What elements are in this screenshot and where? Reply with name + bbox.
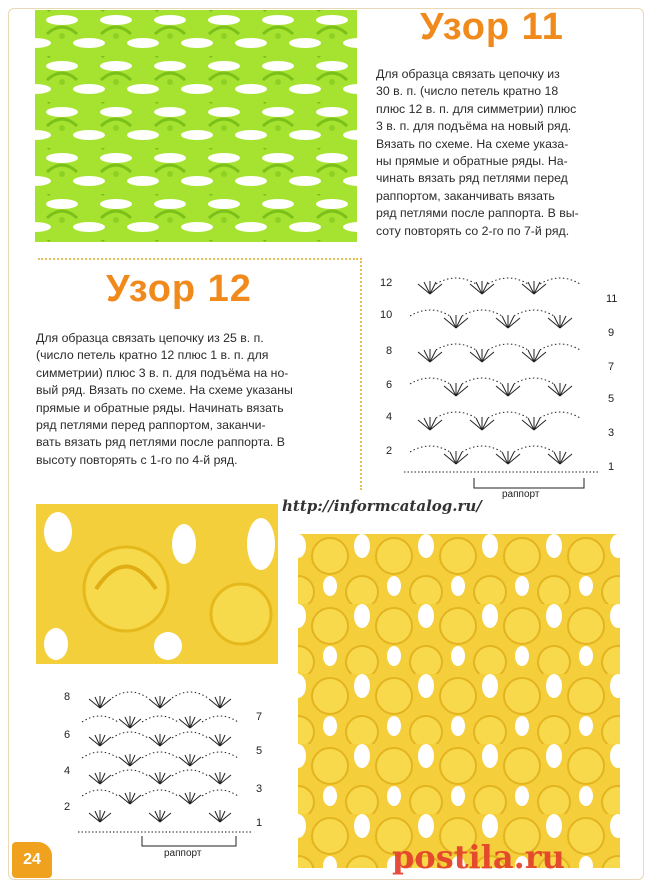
pattern-12-closeup-photo [36,504,278,664]
text-line: вать вязать ряд петлями после раппорта. В [36,435,285,450]
row-number: 8 [386,345,393,357]
text-line: чинать вязать ряд петлями перед [376,171,568,186]
pattern-12-description [36,330,342,469]
text-line: ряд петлями после раппорта. В вы- [376,206,579,221]
text-line: Для образца связать цепочку из 25 в. п. [36,331,264,345]
row-number: 2 [64,801,71,813]
text-line: плюс 12 в. п. для симметрии) плюс [376,101,577,116]
row-number: 8 [64,691,71,703]
row-number: 1 [256,817,263,829]
row-number: 1 [608,461,615,473]
row-number: 7 [608,361,615,373]
pattern-11-symbols [404,278,600,472]
row-number: 3 [608,427,615,439]
rapport-bracket [142,836,236,846]
text-line: симметрии) плюс 3 в. п. для подъёма на но- [36,365,289,380]
row-number: 12 [380,277,393,289]
watermark: postila.ru [392,838,565,876]
section-divider-vertical [360,258,362,490]
pattern-12-chart [60,682,280,862]
row-number: 9 [608,327,615,339]
pattern-12-symbols [78,692,252,832]
rapport-label: раппорт [164,848,202,859]
row-number: 4 [386,411,393,423]
pattern-12-title: Узор 12 [106,268,252,310]
rapport-bracket [474,478,584,488]
page-number-text: 24 [23,851,41,868]
text-line: 30 в. п. (число петель кратно 18 [376,84,559,99]
row-number: 10 [380,309,393,321]
row-number: 6 [386,379,393,391]
text-line: раппортом, заканчивать вязать [376,188,555,203]
pattern-12-photo [298,534,620,868]
pattern-11-photo [35,10,357,242]
pattern-11-chart [378,272,628,500]
text-line: 3 в. п. для подъёма на новый ряд. [376,119,572,134]
text-line: (число петель кратно 12 плюс 1 в. п. для [36,348,269,363]
text-line: прямые и обратные ряды. Начинать вязать [36,400,284,415]
row-number: 3 [256,783,263,795]
row-number: 11 [606,293,618,305]
row-number: 5 [608,393,615,405]
pattern-11-title: Узор 11 [420,6,564,48]
text-line: ны прямые и обратные ряды. На- [376,154,568,169]
row-number: 7 [256,711,263,723]
text-line: высоту повторять с 1-го по 4-й ряд. [36,452,238,467]
text-line: Вязать по схеме. На схеме указа- [376,136,569,151]
row-number: 6 [64,729,71,741]
row-number: 2 [386,445,393,457]
section-divider [38,258,358,260]
site-url: http://informcatalog.ru/ [282,497,482,515]
rapport-label: раппорт [502,489,540,500]
row-number: 5 [256,745,263,757]
text-line: ряд петлями перед раппортом, заканчи- [36,418,266,433]
text-line: соту повторять со 2-го по 7-й ряд. [376,223,570,238]
pattern-11-description [376,66,630,240]
text-line: Для образца связать цепочку из [376,67,560,81]
page-number [12,842,52,878]
text-line: вый ряд. Вязать по схеме. На схеме указаны [36,383,293,398]
row-number: 4 [64,765,71,777]
